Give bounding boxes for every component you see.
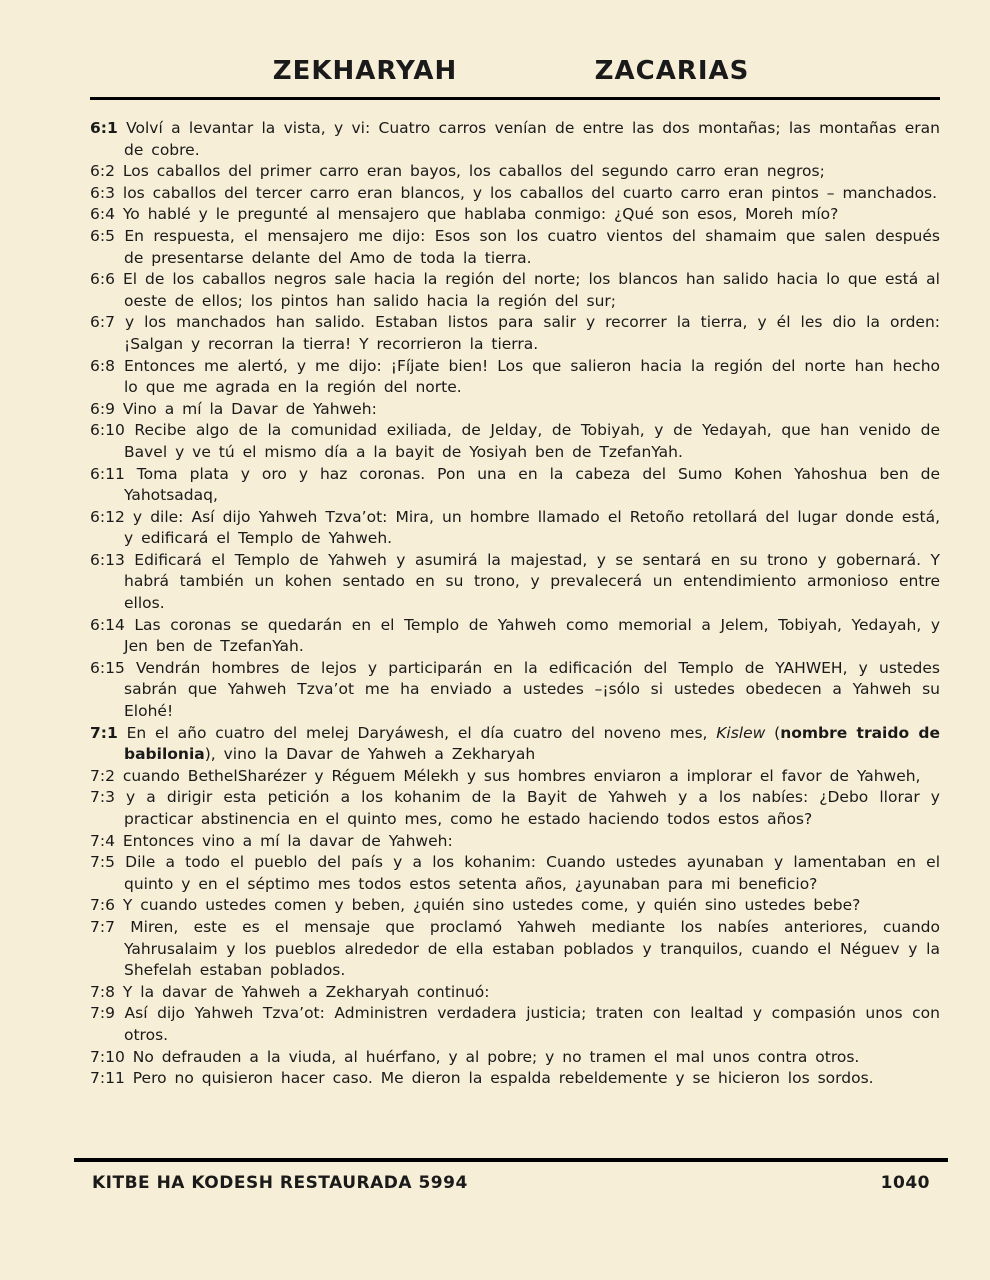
verse-text: Las coronas se quedarán en el Templo de Yahweh como memorial a Jelem, Tobiyah, Yedayah, y Jen ben de TzefanYah. [124,615,940,656]
verse-text: Volví a levantar la vista, y vi: Cuatro carros venían de entre las dos montañas; las montañas eran de cobre. [124,119,940,159]
verse-text: Vino a mí la Davar de Yahweh: [122,399,377,418]
verse-number: 6:15 [90,658,125,677]
verse [90,356,940,399]
verse-number: 7:2 [90,766,115,785]
verse-text: Vendrán hombres de lejos y participarán en la edificación del Templo de YAHWEH, y ustedes sabrán que Yahweh Tzva’ot me ha enviado a ustedes –¡sólo si ustedes obedecen a Yahweh su Elohé! [124,658,940,721]
verse-number: 7:5 [90,853,115,872]
verse-text: En respuesta, el mensajero me dijo: Esos son los cuatro vientos del shamaim que salen después de presentarse delante del Amo de toda la tierra. [124,226,940,267]
verse-text: Los caballos del primer carro eran bayos, los caballos del segundo carro eran negros; [122,162,825,181]
verse-text: Y la davar de Yahweh a Zekharyah continuó: [122,982,490,1001]
verse-text: Toma plata y oro y haz coronas. Pon una en la cabeza del Sumo Kohen Yahoshua ben de Yahotsadaq, [124,464,940,505]
verse-text: y dile: Así dijo Yahweh Tzva’ot: Mira, un hombre llamado el Retoño retollará del lugar donde está, y edificará el Templo de Yahweh. [124,507,940,548]
verse-number: 6:9 [90,399,115,418]
verse [90,658,940,723]
verse [90,723,940,766]
verse [90,917,940,982]
verse-text: cuando BethelSharézer y Réguem Mélekh y sus hombres enviaron a implorar el favor de Yahweh, [122,766,921,785]
verse [90,312,940,355]
verse-number: 6:1 [90,119,118,137]
footer-block [74,1158,948,1193]
verse-text: Entonces vino a mí la davar de Yahweh: [122,831,453,850]
verse-text: los caballos del tercer carro eran blancos, y los caballos del cuarto carro eran pintos – manchados. [122,183,938,202]
verse [90,183,940,205]
verse [90,831,940,853]
verse-text: En el año cuatro del melej Daryáwesh, el día cuatro del noveno mes, [126,723,717,742]
verse-text: Miren, este es el mensaje que proclamó Yahweh mediante los nabíes anteriores, cuando Yahrusalaim y los pueblos alrededor de ella estaban poblados y tranquilos, cuando el Néguev y la Shefelah estaban poblados. [124,917,940,980]
verse-text: Así dijo Yahweh Tzva’ot: Administren verdadera justicia; traten con lealtad y compasión unos con otros. [124,1004,940,1044]
verse-text: Kislew [716,723,766,742]
verse [90,1003,940,1046]
verse-text: ), vino la Davar de Yahweh a Zekharyah [204,745,536,764]
verse [90,766,940,788]
verse-number: 6:2 [90,162,115,181]
verse-number: 6:3 [90,183,115,202]
verse [90,1068,940,1090]
verse-number: 6:8 [90,356,115,375]
header-title-hebrew: ZEKHARYAH [272,56,458,86]
verse-number: 7:6 [90,896,115,915]
verse-text: Pero no quisieron hacer caso. Me dieron la espalda rebeldemente y se hicieron los sordos. [132,1069,874,1088]
verse-number: 7:1 [90,723,118,742]
verse-number: 7:4 [90,831,115,850]
verse-text: y a dirigir esta petición a los kohanim de la Bayit de Yahweh y a los nabíes: ¿Debo llorar y practicar abstinencia en el quinto mes, como he estado haciendo todos estos años? [124,788,940,828]
footer-rule [74,1158,948,1162]
verse [90,550,940,615]
verse-number: 7:7 [90,917,115,936]
verse-text: nombre traido de babilonia [124,723,940,764]
verse-number: 7:8 [90,982,115,1001]
verse [90,1047,940,1069]
verse-number: 6:5 [90,226,115,245]
verse [90,161,940,183]
verse-text: Recibe algo de la comunidad exiliada, de Jelday, de Tobiyah, y de Yedayah, que han venido de Bavel y ve tú el mismo día a la bayit de Yosiyah ben de TzefanYah. [124,421,940,461]
verse-number: 6:4 [90,205,115,224]
header-rule [90,97,940,100]
verse [90,852,940,895]
verse-text: No defrauden a la viuda, al huérfano, y al pobre; y no tramen el mal unos contra otros. [132,1047,860,1066]
verse-number: 7:3 [90,788,115,807]
page-header [90,0,940,100]
verse [90,787,940,830]
verse-number: 6:7 [90,313,115,332]
verse-text: Edificará el Templo de Yahweh y asumirá la majestad, y se sentará en su trono y gobernará. Y habrá también un kohen sentado en su trono, y prevalecerá un entendimiento armonioso entre ellos. [124,550,940,613]
verse-number: 6:14 [90,615,125,634]
verse-text: ( [765,723,781,742]
footer-page-number: 1040 [880,1173,930,1193]
verse-number: 6:11 [90,464,125,483]
verse-text: Dile a todo el pueblo del país y a los kohanim: Cuando ustedes ayunaban y lamentaban en el quinto y en el séptimo mes todos estos setenta años, ¿ayunaban para mi beneficio? [124,853,940,893]
verse-text: El de los caballos negros sale hacia la región del norte; los blancos han salido hacia lo que está al oeste de ellos; los pintos han salido hacia la región del sur; [122,270,940,310]
verse [90,507,940,550]
verse-number: 7:9 [90,1004,115,1023]
verse [90,982,940,1004]
verse-number: 7:11 [90,1069,125,1088]
verse-text: Entonces me alertó, y me dijo: ¡Fíjate bien! Los que salieron hacia la región del norte han hecho lo que me agrada en la región del norte. [123,356,940,397]
verse [90,464,940,507]
header-title-spanish: ZACARIAS [594,56,750,86]
verse-text: Yo hablé y le pregunté al mensajero que hablaba conmigo: ¿Qué son esos, Moreh mío? [122,205,839,224]
footer-book-title: KITBE HA KODESH RESTAURADA 5994 [92,1173,468,1193]
verse [90,269,940,312]
verse [90,226,940,269]
verse [90,204,940,226]
verse [90,118,940,161]
verse [90,895,940,917]
verse [90,420,940,463]
verse-number: 6:10 [90,421,125,440]
verse [90,615,940,658]
verse [90,399,940,421]
verse-number: 7:10 [90,1047,125,1066]
verse-number: 6:12 [90,507,125,526]
verse-text: Y cuando ustedes comen y beben, ¿quién sino ustedes come, y quién sino ustedes bebe? [122,896,861,915]
verse-number: 6:13 [90,550,125,569]
page-footer [74,1173,948,1193]
verse-text: y los manchados han salido. Estaban listos para salir y recorrer la tierra, y él les dio la orden: ¡Salgan y recorran la tierra! Y recorrieron la tierra. [124,313,940,353]
page-content [90,0,940,1154]
verse-body [90,118,940,1154]
verse-number: 6:6 [90,270,115,289]
